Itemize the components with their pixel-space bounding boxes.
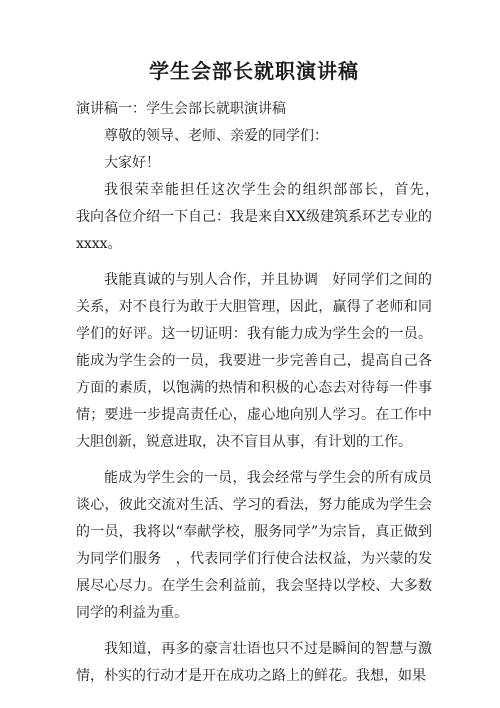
salutation-paragraph: 尊敬的领导、老师、亲爱的同学们： [104, 128, 328, 144]
body-paragraph: 我很荣幸能担任这次学生会的组织部部长，首先， 我向各位介绍一下自己：我是来自XX级建筑系环艺专业的xxxx。 [76, 182, 451, 252]
body-paragraph: 我知道，再多的豪言壮语也只不过是瞬间的智慧与激情，朴实的行动才是开在成功之路上的鲜花。我想，如果 [76, 641, 432, 684]
greeting-paragraph: 大家好！ [104, 155, 160, 171]
body-paragraph: 能成为学生会的一员，我会经常与学生会的所有成员谈心，彼此交流对生活、学习的看法，努力能成为学生会的一员，我将以“奉献学校，服务同学”为宗旨，真正做到为同学们服务 ，代表同学们行使合法权益，为兴蒙的发展尽心尽力。在学生会利益前，我会坚持以学校、大多数同学的利益为重。 [76, 470, 432, 621]
document-subtitle: 演讲稿一：学生会部长就职演讲稿 [76, 101, 286, 117]
body-paragraph: 我能真诚的与别人合作，并且协调 好同学们之间的关系，对不良行为敢于大胆管理，因此，赢得了老师和同学们的好评。这一切证明：我有能力成为学生会的一员。能成为学生会的一员，我要进一步完善自己，提高自己各方面的素质，以饱满的热情和积极的心态去对待每一件事情；要进一步提高责任心，虚心地向别人学习。在工作中大胆创新，锐意进取，决不盲目从事，有计划的工作。 [76, 272, 432, 450]
document-title: 学生会部长就职演讲稿 [149, 59, 359, 83]
